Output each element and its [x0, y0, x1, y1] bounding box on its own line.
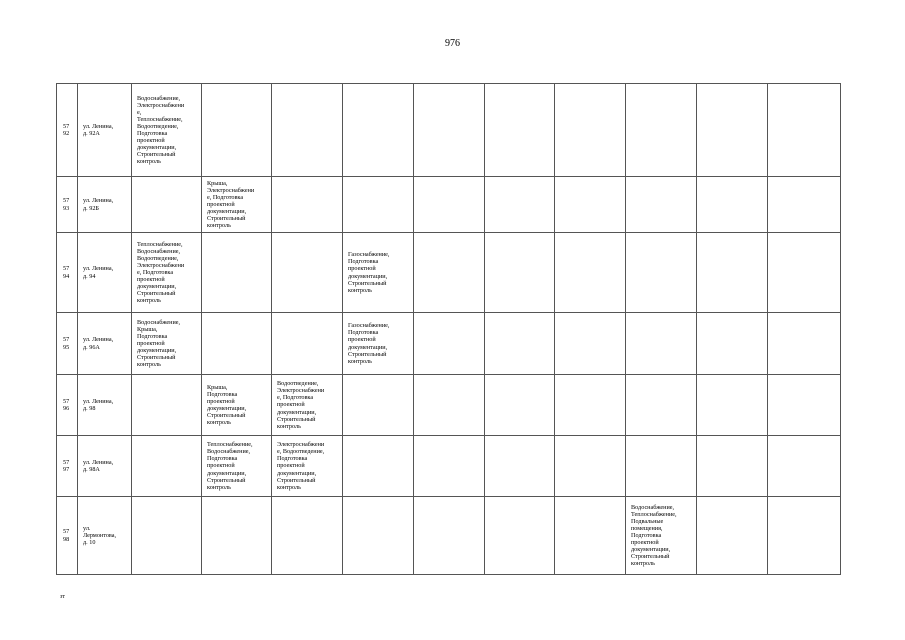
- works-cell: [485, 233, 555, 313]
- works-cell: [414, 375, 485, 436]
- works-cell: [768, 436, 841, 497]
- works-cell: [555, 313, 626, 375]
- works-cell: [414, 233, 485, 313]
- works-cell: [202, 497, 272, 575]
- works-cell: [697, 233, 768, 313]
- footer-mark: зт: [60, 594, 65, 600]
- works-cell: [626, 375, 697, 436]
- works-cell: Электроснабжени е, Водоотведение, Подготовка проектной документации, Строительный контроль: [272, 436, 343, 497]
- table-row: [57, 375, 841, 436]
- row-number-cell: 57 96: [57, 375, 78, 436]
- works-cell: [697, 84, 768, 177]
- works-cell: [697, 313, 768, 375]
- works-cell: [626, 177, 697, 233]
- works-cell: [768, 233, 841, 313]
- schedule-body: [57, 84, 841, 575]
- works-cell: [272, 177, 343, 233]
- works-cell: [202, 313, 272, 375]
- address-cell: ул. Ленина, д. 92Б: [78, 177, 132, 233]
- works-cell: [485, 84, 555, 177]
- row-number-cell: 57 94: [57, 233, 78, 313]
- works-cell: [414, 497, 485, 575]
- works-cell: [555, 375, 626, 436]
- works-cell: Газоснабжение, Подготовка проектной документации, Строительный контроль: [343, 233, 414, 313]
- row-number-cell: 57 93: [57, 177, 78, 233]
- works-cell: [272, 233, 343, 313]
- works-cell: [555, 177, 626, 233]
- table-row: [57, 84, 841, 177]
- works-cell: Водоснабжение, Крыша, Подготовка проектной документации, Строительный контроль: [132, 313, 202, 375]
- works-cell: [626, 84, 697, 177]
- address-cell: ул. Ленина, д. 96А: [78, 313, 132, 375]
- address-cell: ул. Ленина, д. 94: [78, 233, 132, 313]
- works-cell: [697, 497, 768, 575]
- works-cell: Водоснабжение, Теплоснабжение, Подвальные помещения, Подготовка проектной документации, Строительный контроль: [626, 497, 697, 575]
- works-cell: [132, 177, 202, 233]
- works-cell: [697, 436, 768, 497]
- works-cell: [626, 233, 697, 313]
- table-row: [57, 233, 841, 313]
- works-cell: [414, 436, 485, 497]
- works-cell: [343, 84, 414, 177]
- works-cell: [768, 375, 841, 436]
- row-number-cell: 57 92: [57, 84, 78, 177]
- works-cell: [414, 177, 485, 233]
- table-row: [57, 177, 841, 233]
- works-cell: [414, 313, 485, 375]
- works-cell: [485, 177, 555, 233]
- works-cell: [555, 497, 626, 575]
- works-cell: [555, 233, 626, 313]
- works-cell: [626, 313, 697, 375]
- works-cell: [202, 233, 272, 313]
- row-number-cell: 57 97: [57, 436, 78, 497]
- works-cell: [343, 436, 414, 497]
- works-cell: Газоснабжение, Подготовка проектной документации, Строительный контроль: [343, 313, 414, 375]
- works-cell: [555, 436, 626, 497]
- works-cell: [485, 497, 555, 575]
- works-cell: [343, 497, 414, 575]
- address-cell: ул. Лермонтова, д. 10: [78, 497, 132, 575]
- works-cell: [343, 375, 414, 436]
- works-cell: [202, 84, 272, 177]
- works-cell: [768, 177, 841, 233]
- row-number-cell: 57 95: [57, 313, 78, 375]
- works-cell: [697, 177, 768, 233]
- works-cell: [132, 436, 202, 497]
- page-number: 976: [445, 38, 460, 49]
- works-cell: Крыша, Подготовка проектной документации, Строительный контроль: [202, 375, 272, 436]
- works-cell: Водоснабжение, Электроснабжени е, Теплоснабжение, Водоотведение, Подготовка проектной документации, Строительный контроль: [132, 84, 202, 177]
- works-cell: Водоотведение, Электроснабжени е, Подготовка проектной документации, Строительный контроль: [272, 375, 343, 436]
- works-cell: [272, 84, 343, 177]
- works-cell: [272, 497, 343, 575]
- works-cell: [626, 436, 697, 497]
- works-cell: [414, 84, 485, 177]
- works-cell: [768, 313, 841, 375]
- table-row: [57, 497, 841, 575]
- works-cell: Крыша, Электроснабжени е, Подготовка проектной документации, Строительный контроль: [202, 177, 272, 233]
- repair-schedule-table: [56, 83, 841, 575]
- works-cell: [132, 375, 202, 436]
- row-number-cell: 57 98: [57, 497, 78, 575]
- works-cell: [768, 84, 841, 177]
- works-cell: [485, 436, 555, 497]
- address-cell: ул. Ленина, д. 98А: [78, 436, 132, 497]
- table-row: [57, 436, 841, 497]
- works-cell: Теплоснабжение, Водоснабжение, Подготовка проектной документации, Строительный контроль: [202, 436, 272, 497]
- works-cell: [132, 497, 202, 575]
- address-cell: ул. Ленина, д. 92А: [78, 84, 132, 177]
- works-cell: [485, 375, 555, 436]
- works-cell: [697, 375, 768, 436]
- works-cell: [485, 313, 555, 375]
- works-cell: [555, 84, 626, 177]
- works-cell: [272, 313, 343, 375]
- table-row: [57, 313, 841, 375]
- works-cell: [768, 497, 841, 575]
- works-cell: [343, 177, 414, 233]
- address-cell: ул. Ленина, д. 98: [78, 375, 132, 436]
- works-cell: Теплоснабжение, Водоснабжение, Водоотведение, Электроснабжени е, Подготовка проектной документации, Строительный контроль: [132, 233, 202, 313]
